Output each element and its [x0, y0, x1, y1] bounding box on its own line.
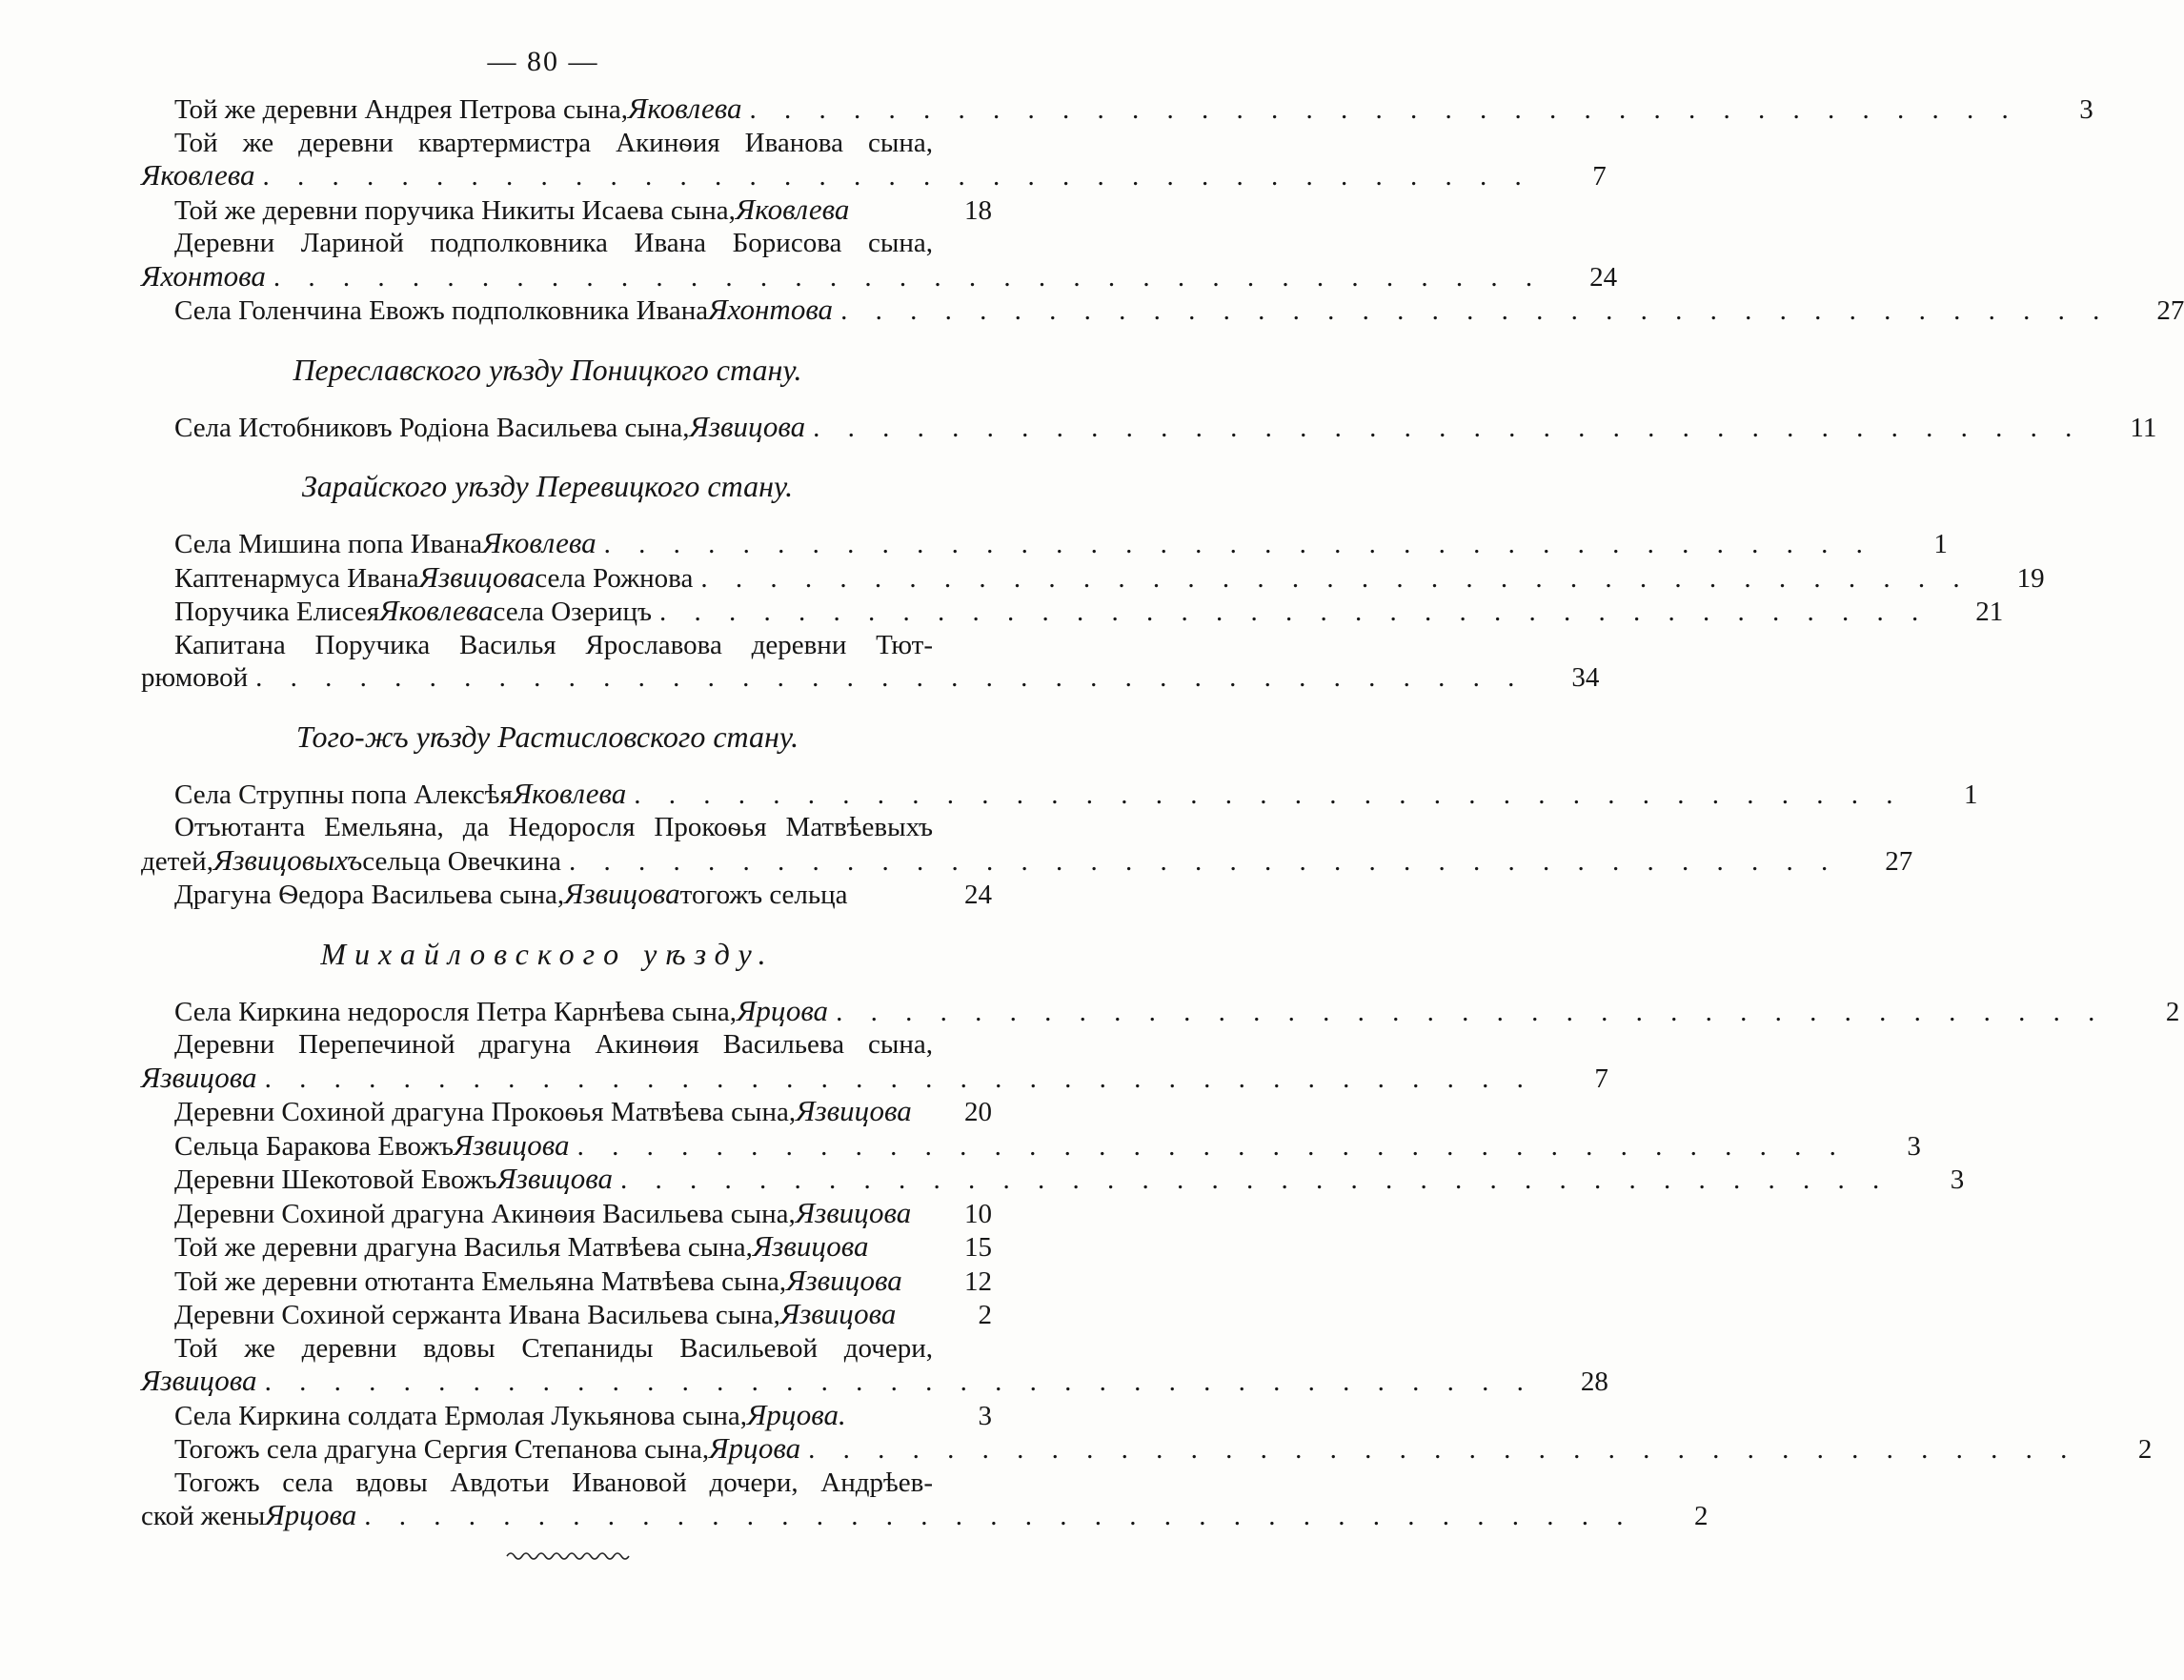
entry-number: 3	[978, 1400, 992, 1431]
entry-prefix: Села Голенчина Евожъ подполковника Ивана	[174, 295, 709, 326]
entry-text	[141, 778, 1919, 812]
entry-number: 1	[1964, 779, 1978, 810]
entry-number: 3	[1907, 1130, 1921, 1162]
entry-prefix: Поручика Елисея	[174, 597, 380, 627]
entry-text-line: Той же деревни вдовы Степаниды Васильевой дочери,	[174, 1332, 933, 1364]
list-item	[141, 1095, 992, 1129]
list-item	[141, 1230, 992, 1265]
section-heading: Переславского уѣзду Поницкого стану.	[293, 352, 802, 387]
surname: Язвицовыхъ	[212, 842, 363, 877]
list-content	[141, 91, 2184, 1533]
entry-number: 34	[1571, 662, 1600, 693]
entry-text-line: Той же деревни квартермистра Акинѳия Иванова сына,	[174, 127, 933, 158]
list-item	[141, 1060, 1608, 1096]
entry-number: 24	[1589, 261, 1618, 293]
dot-leader: . . . . . . . . . . . . . . . . . . . . . . . . . . . . . . . . . . . . .	[634, 779, 1904, 810]
entry-text	[141, 661, 1540, 695]
entry-text	[141, 995, 2120, 1029]
entry-text-line: Отъютанта Емельяна, да Недоросля Прокоѳья Матвѣевыхъ	[174, 812, 933, 842]
entry-text	[141, 1298, 933, 1332]
entry-text	[141, 527, 1889, 561]
entry-number: 7	[1592, 161, 1607, 192]
surname: Язвицова	[786, 1263, 902, 1297]
surname: Язвицова	[752, 1229, 869, 1263]
entry-text-line: Деревни Перепечиной драгуна Акинѳия Васильева сына,	[174, 1029, 933, 1060]
surname: Яхонтова	[141, 258, 266, 293]
entry-number: 27	[2156, 295, 2184, 326]
entry-prefix: Деревни Сохиной драгуна Акинѳия Васильева сына,	[174, 1198, 796, 1229]
entry-number: 28	[1580, 1366, 1608, 1397]
surname: Язвицова	[689, 409, 806, 443]
entry-prefix: Села Мишина попа Ивана	[174, 529, 483, 559]
entry-prefix: Деревни Сохиной сержанта Ивана Васильева сына,	[174, 1300, 780, 1330]
list-item	[141, 158, 1607, 193]
surname: Яковлева	[512, 776, 627, 810]
entry-number: 20	[964, 1097, 992, 1127]
entry-text-line: Капитана Поручика Василья Ярославова деревни Тют-	[174, 629, 933, 660]
list-item	[141, 1431, 2153, 1467]
entry-text-line: Деревни Лариной подполковника Ивана Борисова сына,	[174, 228, 933, 258]
dot-leader: . . . . . . . . . . . . . . . . . . . . . . . . . . . . . . . . . . . . .	[264, 1366, 1534, 1397]
list-item	[141, 776, 1978, 812]
list-item	[141, 409, 2157, 445]
entry-text	[141, 1365, 1549, 1399]
surname: Язвицова	[454, 1127, 570, 1162]
surname: Яковлева	[141, 158, 255, 192]
surname: Яковлева	[628, 91, 742, 125]
entry-number: 3	[1950, 1164, 1965, 1195]
entry-suffix: тогожъ сельца	[679, 880, 848, 910]
list-item	[141, 594, 2004, 629]
entry-text	[141, 1095, 933, 1129]
dot-leader: . . . . . . . . . . . . . . . . . . . . . . . . . . . . . . . . . . . . .	[840, 295, 2111, 326]
dot-leader: . . . . . . . . . . . . . . . . . . . . . . . . . . . . . . . . . . . . .	[255, 662, 1526, 693]
entry-text	[141, 1129, 1862, 1164]
list-item	[141, 1162, 1965, 1197]
entry-prefix: Села Киркина солдата Ермолая Лукьянова сына,	[174, 1400, 747, 1431]
entry-text	[141, 411, 2097, 445]
entry-prefix: Сельца Баракова Евожъ	[174, 1130, 454, 1162]
list-item	[141, 1498, 1709, 1533]
entry-prefix: Тогожъ села драгуна Сергия Степанова сына,	[174, 1434, 710, 1465]
dot-leader: . . . . . . . . . . . . . . . . . . . . . . . . . . . . . . . . . . . . .	[700, 562, 1971, 594]
entry-number: 11	[2130, 412, 2157, 443]
entry-suffix: села Озерицъ	[493, 597, 653, 627]
list-item	[141, 258, 1618, 294]
list-item	[141, 1197, 992, 1231]
surname: Язвицова	[418, 559, 536, 594]
surname: Яхонтова	[708, 293, 834, 326]
entry-number: 27	[1885, 845, 1913, 877]
surname: Язвицова	[496, 1162, 613, 1195]
surname: Яковлева	[735, 192, 850, 226]
list-item	[141, 1127, 1921, 1164]
surname: Ярцова	[709, 1431, 801, 1465]
entry-suffix: села Рожнова	[535, 562, 694, 594]
entry-number: 2	[2137, 1434, 2153, 1465]
entry-text	[141, 260, 1558, 294]
dot-leader: . . . . . . . . . . . . . . . . . . . . . . . . . . . . . . . . . . . . .	[619, 1164, 1891, 1195]
entry-prefix: ской жены	[141, 1501, 266, 1531]
dot-leader: . . . . . . . . . . . . . . . . . . . . . . . . . . . . . . . . . . . . .	[603, 529, 1873, 559]
entry-number: 18	[964, 194, 992, 226]
entry-text	[141, 878, 933, 912]
entry-number: 24	[964, 880, 992, 910]
dot-leader: . . . . . . . . . . . . . . . . . . . . . . . . . . . . . . . . . . . . .	[364, 1501, 1634, 1531]
entry-number: 12	[964, 1265, 992, 1297]
page-number: — 80 —	[487, 46, 599, 77]
entry-text	[141, 1062, 1549, 1096]
entry-prefix: детей,	[141, 845, 213, 877]
list-item	[141, 1399, 992, 1433]
entry-first-line	[141, 1028, 992, 1062]
ornament-divider	[505, 1548, 629, 1562]
list-item	[141, 1265, 992, 1299]
entry-prefix: рюмовой	[141, 662, 249, 693]
surname: Язвицова	[796, 1094, 912, 1127]
list-item	[141, 661, 1600, 695]
entry-text	[141, 561, 1986, 596]
entry-text	[141, 92, 2034, 127]
entry-number: 2	[1694, 1501, 1709, 1531]
list-item	[141, 1364, 1608, 1399]
entry-text-line: Тогожъ села вдовы Авдотьи Ивановой дочери, Андрѣев-	[174, 1467, 933, 1498]
entry-text	[141, 595, 1944, 629]
surname: Язвицова	[141, 1364, 257, 1397]
section-heading: Зарайского уѣзду Перевицкого стану.	[301, 469, 794, 503]
entry-text	[141, 1432, 2093, 1467]
list-item	[141, 878, 992, 912]
entry-prefix: Той же деревни поручика Никиты Исаева сына,	[174, 194, 736, 226]
dot-leader: . . . . . . . . . . . . . . . . . . . . . . . . . . . . . . . . . . . . .	[568, 845, 1839, 877]
entry-number: 15	[964, 1232, 992, 1263]
surname: Яковлева	[379, 594, 494, 627]
surname: Язвицова	[564, 877, 680, 910]
entry-number: 7	[1594, 1063, 1608, 1094]
entry-first-line	[141, 811, 992, 844]
list-item	[141, 91, 2093, 127]
list-item	[141, 842, 1913, 879]
surname: Язвицова	[141, 1060, 257, 1094]
entry-number: 19	[2016, 562, 2045, 594]
entry-text	[141, 1265, 933, 1299]
dot-leader: . . . . . . . . . . . . . . . . . . . . . . . . . . . . . . . . . . . . .	[836, 996, 2106, 1027]
surname: Ярцова	[737, 993, 829, 1027]
entry-prefix: Деревни Шекотовой Евожъ	[174, 1164, 497, 1195]
section-heading: Михайловского уѣзду.	[320, 936, 775, 971]
entry-number: 3	[2079, 94, 2093, 125]
dot-leader: . . . . . . . . . . . . . . . . . . . . . . . . . . . . . . . . . . . . .	[808, 1434, 2078, 1465]
surname: Язвицова	[795, 1195, 912, 1229]
entry-first-line	[141, 127, 992, 160]
list-item	[141, 1298, 992, 1332]
entry-suffix: сельца Овечкина	[362, 845, 561, 877]
dot-leader: . . . . . . . . . . . . . . . . . . . . . . . . . . . . . . . . . . . . .	[262, 161, 1532, 192]
entry-prefix: Драгуна Ѳедора Васильева сына,	[174, 880, 565, 910]
surname: Ярцова.	[747, 1397, 846, 1431]
entry-prefix: Села Струпны попа Алексѣя	[174, 779, 513, 810]
entry-prefix: Той же деревни Андрея Петрова сына,	[174, 94, 629, 125]
dot-leader: . . . . . . . . . . . . . . . . . . . . . . . . . . . . . . . . . . . . .	[264, 1063, 1534, 1094]
entry-text	[141, 193, 933, 228]
section-heading: Того-жъ уѣзду Растисловского стану.	[295, 719, 799, 754]
dot-leader: . . . . . . . . . . . . . . . . . . . . . . . . . . . . . . . . . . . . .	[659, 597, 1930, 627]
entry-text	[141, 1197, 933, 1231]
surname: Ярцова	[265, 1498, 357, 1531]
entry-text	[141, 1230, 933, 1265]
entry-number: 2	[978, 1300, 992, 1330]
entry-text	[141, 1163, 1905, 1197]
dot-leader: . . . . . . . . . . . . . . . . . . . . . . . . . . . . . . . . . . . . .	[813, 412, 2083, 443]
entry-number: 10	[964, 1198, 992, 1229]
entry-number: 1	[1933, 529, 1948, 559]
entry-prefix: Той же деревни отютанта Емельяна Матвѣева сына,	[174, 1265, 787, 1297]
entry-prefix: Села Киркина недоросля Петра Карнѣева сына,	[174, 996, 738, 1027]
entry-prefix: Каптенармуса Ивана	[174, 562, 419, 594]
entry-first-line	[141, 227, 992, 260]
list-item	[141, 193, 992, 228]
list-item	[141, 293, 2184, 328]
list-item	[141, 526, 1948, 561]
entry-text	[141, 293, 2125, 328]
entry-prefix: Деревни Сохиной драгуна Прокоѳья Матвѣева сына,	[174, 1097, 797, 1127]
entry-first-line	[141, 629, 992, 662]
list-item	[141, 559, 2045, 596]
entry-first-line	[141, 1332, 992, 1366]
entry-first-line	[141, 1467, 992, 1500]
dot-leader: . . . . . . . . . . . . . . . . . . . . . . . . . . . . . . . . . . . . .	[273, 261, 1544, 293]
surname: Язвицова	[779, 1297, 897, 1330]
entry-number: 2	[2165, 996, 2180, 1027]
entry-text	[141, 159, 1547, 193]
entry-prefix: Села Истобниковъ Родіона Васильева сына,	[174, 412, 690, 443]
surname: Яковлева	[482, 526, 597, 559]
entry-prefix: Той же деревни драгуна Василья Матвѣева сына,	[174, 1232, 753, 1263]
entry-text	[141, 1499, 1649, 1533]
dot-leader: . . . . . . . . . . . . . . . . . . . . . . . . . . . . . . . . . . . . .	[749, 94, 2019, 125]
entry-text	[141, 1399, 933, 1433]
entry-text	[141, 844, 1853, 879]
entry-number: 21	[1975, 597, 2004, 627]
dot-leader: . . . . . . . . . . . . . . . . . . . . . . . . . . . . . . . . . . . . .	[576, 1130, 1847, 1162]
list-item	[141, 993, 2180, 1029]
